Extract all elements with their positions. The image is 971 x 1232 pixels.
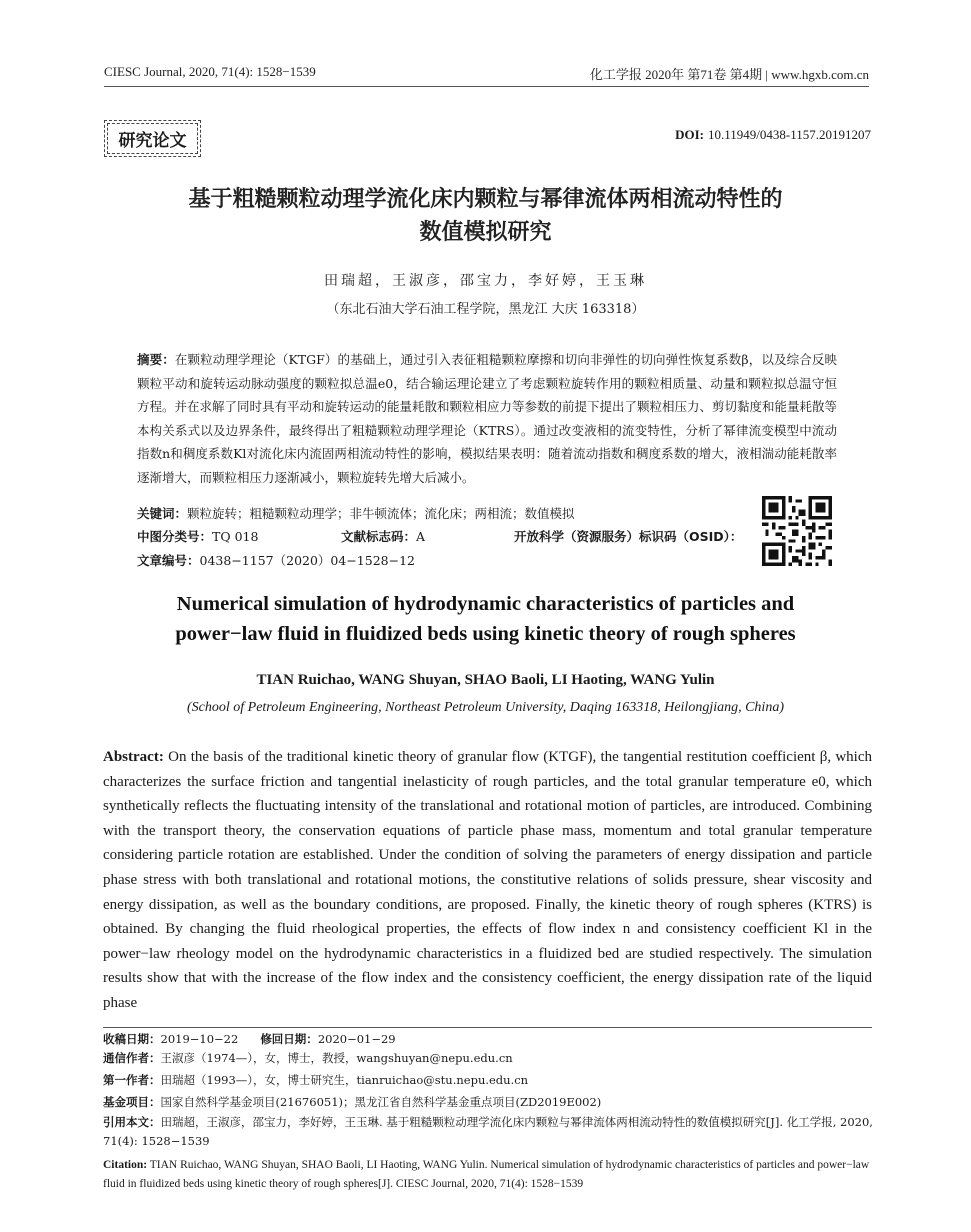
doi-label: DOI: (675, 127, 705, 142)
header-divider (104, 86, 869, 87)
keywords-text: 颗粒旋转；粗糙颗粒动理学；非牛顿流体；流化床；两相流；数值模拟 (187, 506, 575, 521)
article-number-value: 0438−1157（2020）04−1528−12 (199, 553, 415, 568)
footnote-dates (103, 1030, 873, 1049)
footnote-citation (103, 1156, 873, 1194)
first-author-label: 第一作者： (103, 1073, 161, 1087)
classification-label: 中图分类号： (137, 529, 213, 544)
en-abstract-text: On the basis of the traditional kinetic theory of granular flow (KTGF), the tangential restitution coefficient β, which characterizes the surface friction and tangential inelasticity of rough particles, and the total granular temperature e0, which synthetically reflects the fluctuating intensity of the translational and rotational motion of particles, are introduced. Combining with the transport theory, the conservation equations of particle phase mass, momentum and total granular temperature considering particle rotation are established. Under the condition of solving the parameters of energy dissipation and particle phase stress with both translational and rotational motions, the constitutive relations of solids pressure, shear viscosity and energy dissipation, as well as the boundary conditions, are proposed. Finally, the kinetic theory of rough spheres (KTRS) is obtained. By changing the fluid rheological properties, the effects of flow index n and consistency coefficient Kl in the power−law rheology model on the hydrodynamic characteristics in a fluidized bed are studied respectively. The simulation results show that with the increase of the flow index and the consistency coefficient, the energy dissipation rate of the liquid phase (103, 749, 873, 1011)
classification-value: TQ 018 (212, 529, 259, 544)
journal-header-right: 化工学报 2020年 第71卷 第4期 | www.hgxb.com.cn (589, 67, 869, 82)
corresponding-value: 王淑彦（1974—），女，博士，教授，wangshuyan@nepu.edu.cn (160, 1051, 513, 1065)
doc-code-value: A (416, 529, 426, 544)
osid-qr-code[interactable] (762, 496, 832, 566)
keywords-label: 关键词： (137, 506, 188, 521)
doi (675, 127, 871, 143)
article-type-badge (104, 120, 201, 157)
cn-title-line-2: 数值模拟研究 (419, 220, 552, 245)
article-number (137, 551, 415, 569)
citation-label: Citation: (103, 1159, 148, 1171)
funding-value: 国家自然科学基金项目(21676051)；黑龙江省自然科学基金重点项目(ZD2019E002) (160, 1095, 602, 1109)
classification (137, 527, 258, 545)
doc-code-label: 文献标志码： (341, 529, 417, 544)
cn-authors: 田瑞超，王淑彦，邵宝力，李好婷，王玉琳 (324, 273, 647, 289)
received-label: 收稿日期： (103, 1032, 161, 1046)
journal-header-left: CIESC Journal, 2020, 71(4): 1528−1539 (104, 64, 316, 79)
funding-label: 基金项目： (103, 1095, 161, 1109)
footnote-funding (103, 1093, 873, 1112)
en-authors: TIAN Ruichao, WANG Shuyan, SHAO Baoli, LI Haoting, WANG Yulin (256, 672, 715, 688)
article-type-label: 研究论文 (107, 123, 198, 154)
osid-label: 开放科学（资源服务）标识码（OSID）： (514, 529, 743, 544)
en-abstract-label: Abstract: (103, 749, 164, 765)
revised-label: 修回日期： (260, 1032, 318, 1046)
cn-abstract-text: 在颗粒动理学理论（KTGF）的基础上，通过引入表征粗糙颗粒摩擦和切向非弹性的切向弹性恢复系数β，以及综合反映颗粒平动和旋转运动脉动强度的颗粒拟总温e0，结合输运理论建立了考虑颗粒旋转作用的颗粒相质量、动量和颗粒拟总温守恒方程。并在求解了同时具有平动和旋转运动的能量耗散和颗粒相应力等参数的前提下提出了颗粒相压力、剪切黏度和能量耗散等本构关系式以及边界条件，最终得出了粗糙颗粒动理学理论（KTRS）。通过改变液相的流变特性，分析了幂律流变模型中流动指数n和稠度系数Kl对流化床内流固两相流动特性的影响，模拟结果表明：随着流动指数和稠度系数的增大，液相湍动能耗散率逐渐增大，而颗粒相压力逐渐减小，颗粒旋转先增大后减小。 (137, 352, 838, 485)
citation-value: TIAN Ruichao, WANG Shuyan, SHAO Baoli, LI Haoting, WANG Yulin. Numerical simulation of hydrodynamic characteristics of particles and power−law fluid in fluidized beds using kinetic theory of rough spheres[J]. CIESC Journal, 2020, 71(4): 1528−1539 (103, 1159, 870, 1190)
osid (514, 527, 742, 545)
en-affiliation: (School of Petroleum Engineering, Northeast Petroleum University, Daqing 163318, Heilongjiang, China) (186, 700, 784, 715)
keywords (137, 504, 575, 522)
en-title-line-1: Numerical simulation of hydrodynamic characteristics of particles and (176, 593, 795, 615)
corresponding-label: 通信作者： (103, 1051, 161, 1065)
cite-cn-label: 引用本文： (103, 1115, 161, 1129)
doc-code (341, 527, 425, 545)
footnote-divider (103, 1027, 872, 1028)
cn-abstract-label: 摘要： (137, 352, 175, 367)
revised-value: 2020−01−29 (317, 1032, 396, 1046)
cn-affiliation: （东北石油大学石油工程学院，黑龙江 大庆 163318） (326, 302, 645, 317)
footnote-corresponding (103, 1049, 873, 1068)
first-author-value: 田瑞超（1993—），女，博士研究生，tianruichao@stu.nepu.edu.cn (160, 1073, 529, 1087)
en-title-line-2: power−law fluid in fluidized beds using kinetic theory of rough spheres (175, 623, 796, 645)
received-value: 2019−10−22 (160, 1032, 239, 1046)
en-abstract (103, 745, 872, 1016)
footnote-first-author (103, 1071, 873, 1090)
cite-cn-value: 田瑞超，王淑彦，邵宝力，李好婷，王玉琳. 基于粗糙颗粒动理学流化床内颗粒与幂律流体两相流动特性的数值模拟研究[J]. 化工学报, 2020, 71(4): 1528−1539 (103, 1115, 873, 1148)
doi-value[interactable]: 10.11949/0438-1157.20191207 (708, 127, 871, 142)
cn-title-line-1: 基于粗糙颗粒动理学流化床内颗粒与幂律流体两相流动特性的 (188, 187, 783, 212)
footnote-cite-cn (103, 1113, 873, 1151)
cn-abstract (137, 348, 837, 489)
article-number-label: 文章编号： (137, 553, 200, 568)
